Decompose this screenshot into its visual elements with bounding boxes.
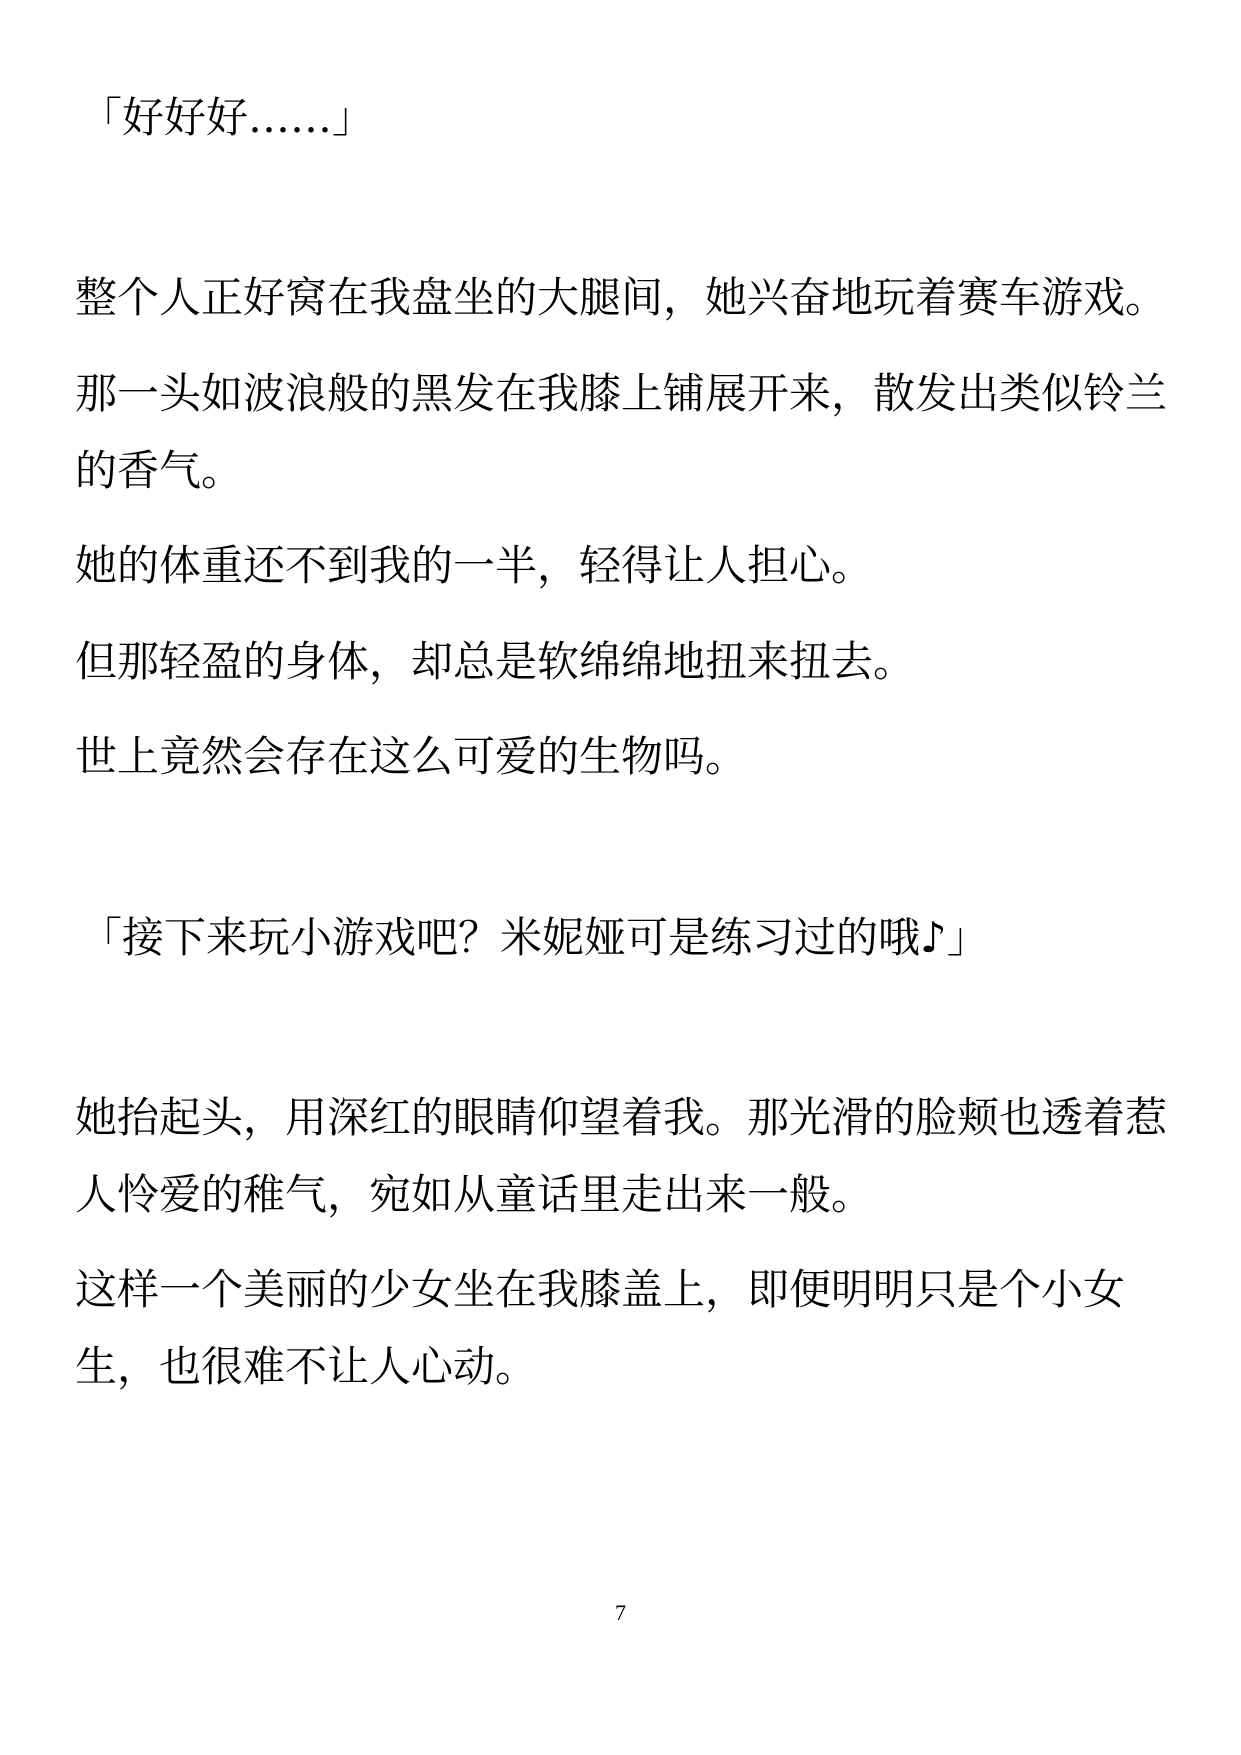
- text-line: 那一头如波浪般的黑发在我膝上铺展开来，散发出类似铃兰: [75, 369, 1168, 418]
- text-line: 这样一个美丽的少女坐在我膝盖上，即便明明只是个小女: [75, 1265, 1126, 1314]
- text-line: 人怜爱的稚气，宛如从童话里走出来一般。: [75, 1170, 874, 1219]
- dialog-line: 「好好好……」: [80, 93, 375, 142]
- dialog-line: 「接下来玩小游戏吧？米妮娅可是练习过的哦♪」: [80, 913, 989, 962]
- text-line: 生，也很难不让人心动。: [75, 1342, 538, 1391]
- text-line: 她抬起头，用深红的眼睛仰望着我。那光滑的脸颊也透着惹: [75, 1093, 1168, 1142]
- text-line: 但那轻盈的身体，却总是软绵绵地扭来扭去。: [75, 637, 916, 686]
- text-line: 世上竟然会存在这么可爱的生物吗。: [75, 732, 748, 781]
- text-line: 整个人正好窝在我盘坐的大腿间，她兴奋地玩着赛车游戏。: [75, 273, 1168, 322]
- text-line: 她的体重还不到我的一半，轻得让人担心。: [75, 541, 874, 590]
- page-number: 7: [615, 1600, 626, 1625]
- text-line: 的香气。: [75, 446, 244, 495]
